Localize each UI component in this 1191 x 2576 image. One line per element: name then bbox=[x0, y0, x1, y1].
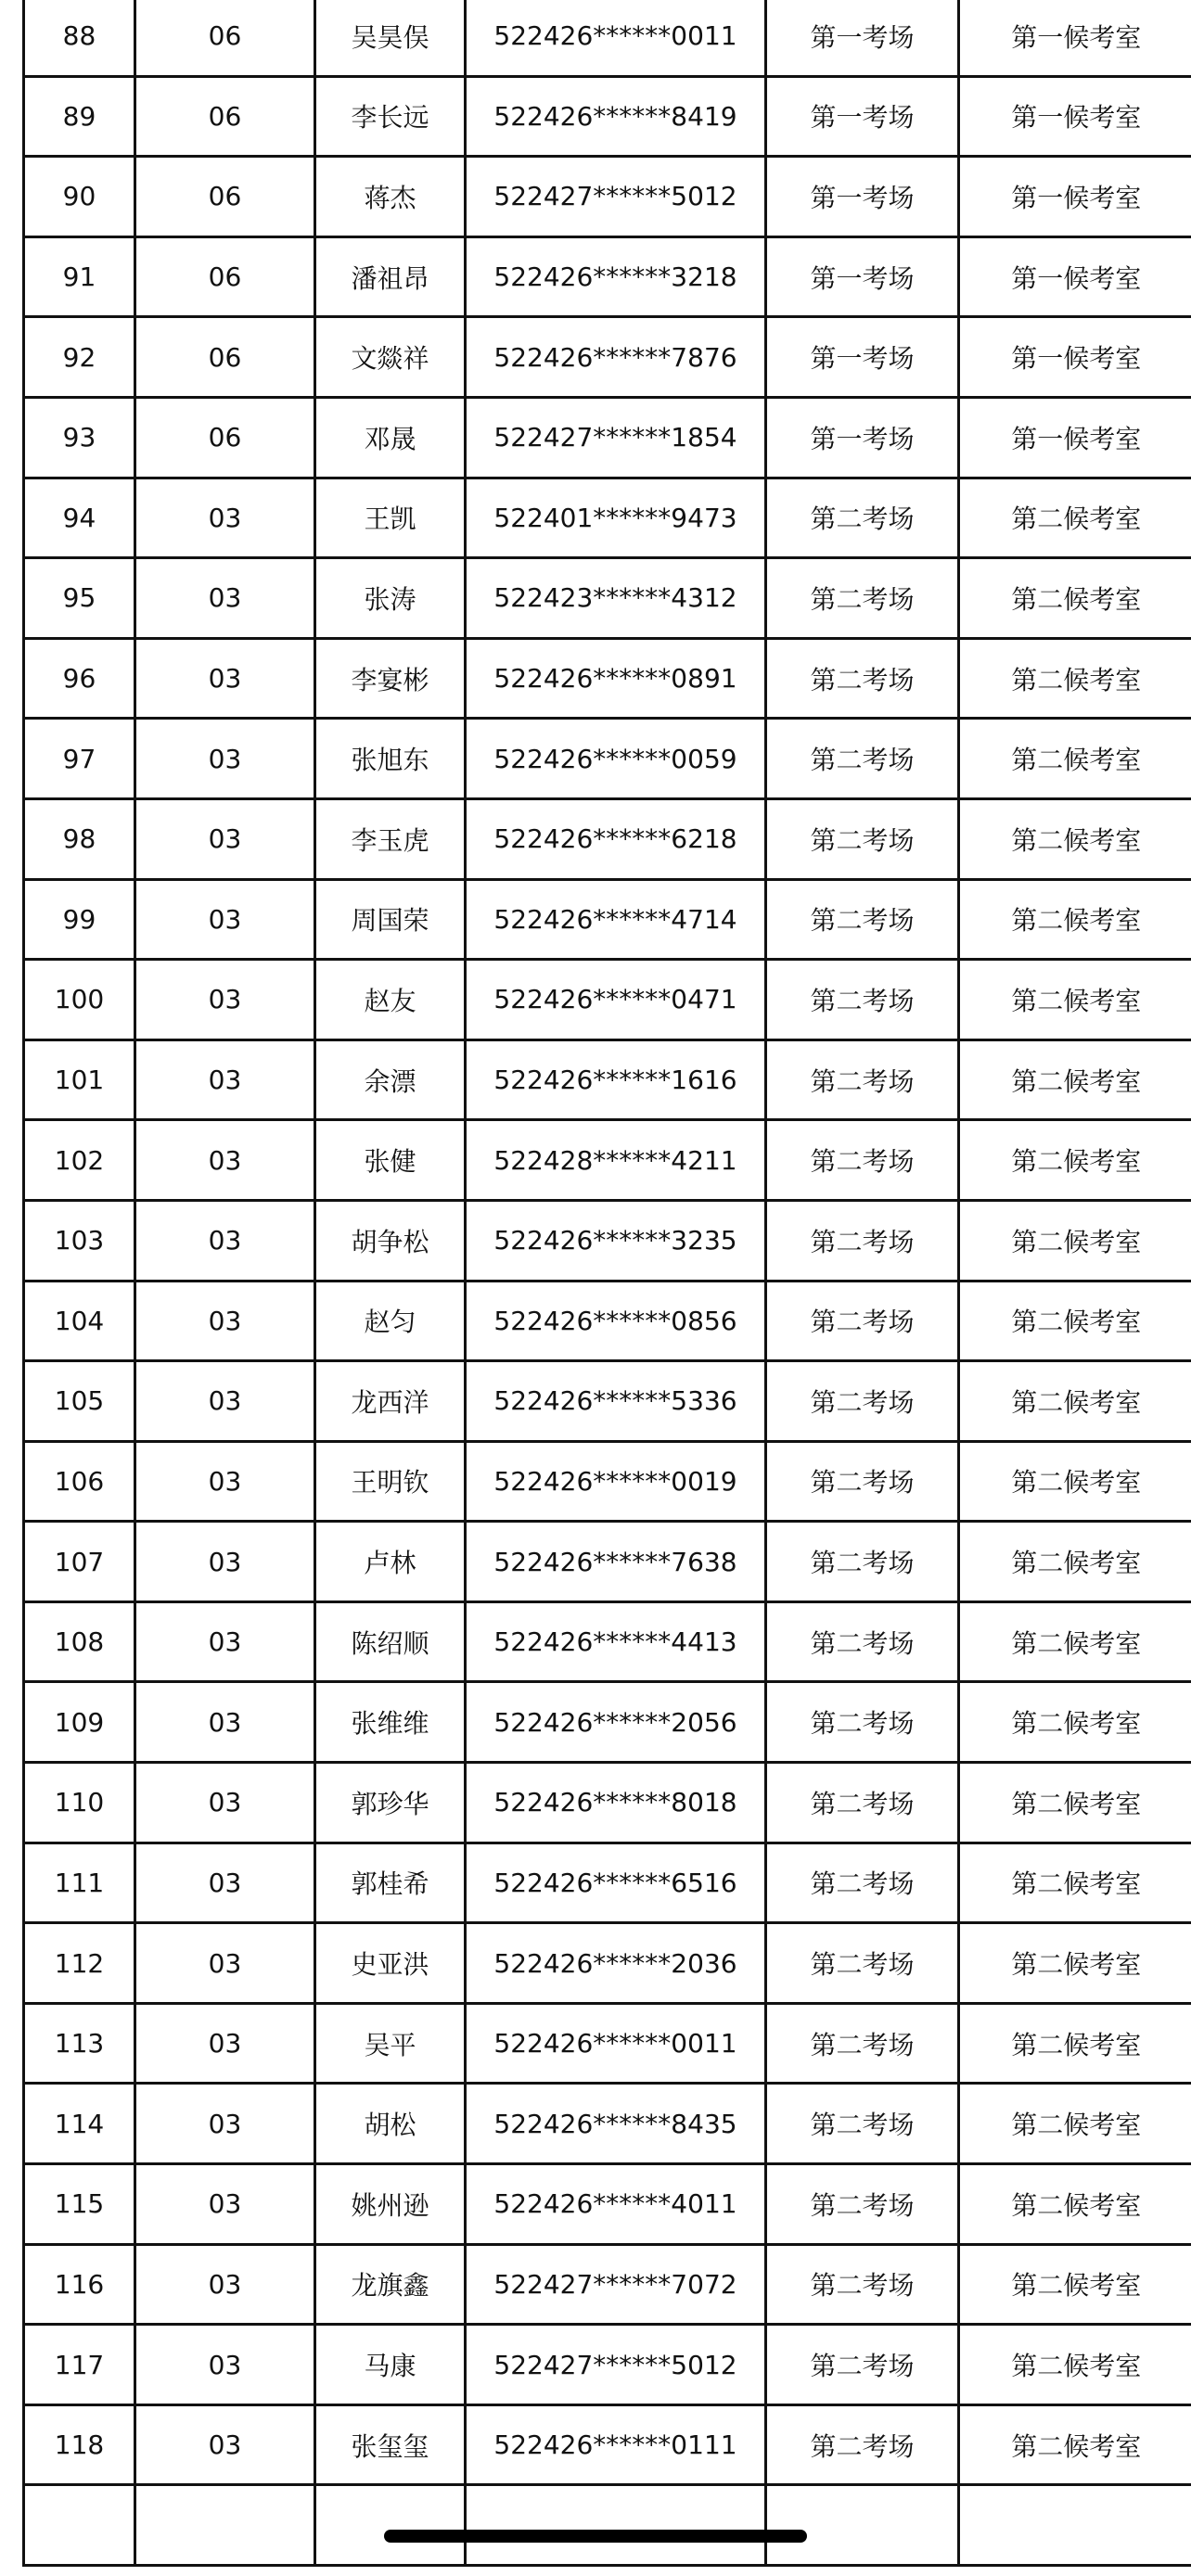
group-cell: 03 bbox=[135, 1200, 315, 1281]
table-row bbox=[24, 157, 1191, 237]
group-cell: 03 bbox=[135, 1039, 315, 1120]
waiting-room-cell: 第二候考室 bbox=[959, 798, 1191, 879]
name-cell: 吴昊俣 bbox=[315, 0, 466, 76]
table-row bbox=[24, 2485, 1191, 2566]
exam-room-cell: 第一考场 bbox=[766, 317, 959, 398]
exam-room-cell: 第二考场 bbox=[766, 719, 959, 799]
seq-cell: 96 bbox=[24, 638, 135, 719]
waiting-room-cell: 第二候考室 bbox=[959, 478, 1191, 558]
seq-cell: 94 bbox=[24, 478, 135, 558]
waiting-room-cell: 第一候考室 bbox=[959, 317, 1191, 398]
seq-cell: 113 bbox=[24, 2003, 135, 2084]
candidate-table bbox=[22, 0, 1191, 2567]
exam-room-cell: 第二考场 bbox=[766, 879, 959, 960]
name-cell: 龙西洋 bbox=[315, 1361, 466, 1442]
id-number-cell: 522427******5012 bbox=[466, 2325, 766, 2405]
group-cell: 03 bbox=[135, 960, 315, 1040]
waiting-room-cell: 第二候考室 bbox=[959, 1200, 1191, 1281]
seq-cell: 116 bbox=[24, 2244, 135, 2325]
exam-room-cell: 第二考场 bbox=[766, 1843, 959, 1923]
id-number-cell: 522427******5012 bbox=[466, 157, 766, 237]
table-row bbox=[24, 1441, 1191, 1522]
table-row bbox=[24, 76, 1191, 157]
seq-cell: 97 bbox=[24, 719, 135, 799]
seq-cell: 114 bbox=[24, 2084, 135, 2164]
id-number-cell: 522426******0059 bbox=[466, 719, 766, 799]
id-number-cell: 522427******1854 bbox=[466, 397, 766, 478]
name-cell: 张玺玺 bbox=[315, 2404, 466, 2485]
group-cell: 03 bbox=[135, 2244, 315, 2325]
id-number-cell: 522426******6218 bbox=[466, 798, 766, 879]
id-number-cell: 522428******4211 bbox=[466, 1120, 766, 1201]
waiting-room-cell: 第二候考室 bbox=[959, 2084, 1191, 2164]
table-row bbox=[24, 1763, 1191, 1843]
exam-room-cell: 第一考场 bbox=[766, 397, 959, 478]
name-cell: 郭珍华 bbox=[315, 1763, 466, 1843]
waiting-room-cell: 第一候考室 bbox=[959, 157, 1191, 237]
exam-room-cell: 第二考场 bbox=[766, 2244, 959, 2325]
table-row bbox=[24, 1200, 1191, 1281]
exam-room-cell: 第二考场 bbox=[766, 478, 959, 558]
waiting-room-cell: 第一候考室 bbox=[959, 397, 1191, 478]
table-row bbox=[24, 0, 1191, 76]
id-number-cell: 522426******4413 bbox=[466, 1601, 766, 1682]
waiting-room-cell: 第一候考室 bbox=[959, 0, 1191, 76]
exam-room-cell: 第二考场 bbox=[766, 1682, 959, 1763]
seq-cell: 93 bbox=[24, 397, 135, 478]
seq-cell: 95 bbox=[24, 558, 135, 639]
waiting-room-cell: 第二候考室 bbox=[959, 1039, 1191, 1120]
waiting-room-cell: 第二候考室 bbox=[959, 1120, 1191, 1201]
name-cell: 李长远 bbox=[315, 76, 466, 157]
exam-room-cell: 第一考场 bbox=[766, 236, 959, 317]
seq-cell: 112 bbox=[24, 1923, 135, 2004]
name-cell: 龙旗鑫 bbox=[315, 2244, 466, 2325]
id-number-cell: 522426******7876 bbox=[466, 317, 766, 398]
table-row bbox=[24, 1039, 1191, 1120]
group-cell: 06 bbox=[135, 397, 315, 478]
table-row bbox=[24, 478, 1191, 558]
seq-cell: 98 bbox=[24, 798, 135, 879]
name-cell: 姚州逊 bbox=[315, 2164, 466, 2245]
name-cell: 余漂 bbox=[315, 1039, 466, 1120]
candidate-table-grid bbox=[22, 0, 1191, 2567]
exam-room-cell: 第二考场 bbox=[766, 2404, 959, 2485]
exam-room-cell: 第二考场 bbox=[766, 1441, 959, 1522]
id-number-cell: 522426******2036 bbox=[466, 1923, 766, 2004]
waiting-room-cell: 第二候考室 bbox=[959, 558, 1191, 639]
group-cell: 03 bbox=[135, 1763, 315, 1843]
waiting-room-cell: 第二候考室 bbox=[959, 1361, 1191, 1442]
exam-room-cell: 第二考场 bbox=[766, 2325, 959, 2405]
group-cell bbox=[135, 2485, 315, 2566]
id-number-cell: 522426******0891 bbox=[466, 638, 766, 719]
table-row bbox=[24, 1923, 1191, 2004]
exam-room-cell: 第二考场 bbox=[766, 2003, 959, 2084]
id-number-cell: 522423******4312 bbox=[466, 558, 766, 639]
seq-cell: 91 bbox=[24, 236, 135, 317]
group-cell: 06 bbox=[135, 236, 315, 317]
waiting-room-cell: 第二候考室 bbox=[959, 1923, 1191, 2004]
seq-cell: 108 bbox=[24, 1601, 135, 1682]
table-row bbox=[24, 1522, 1191, 1602]
seq-cell: 111 bbox=[24, 1843, 135, 1923]
name-cell: 马康 bbox=[315, 2325, 466, 2405]
seq-cell: 117 bbox=[24, 2325, 135, 2405]
table-row bbox=[24, 1361, 1191, 1442]
name-cell: 张维维 bbox=[315, 1682, 466, 1763]
id-number-cell: 522426******4714 bbox=[466, 879, 766, 960]
seq-cell: 89 bbox=[24, 76, 135, 157]
seq-cell: 92 bbox=[24, 317, 135, 398]
waiting-room-cell: 第二候考室 bbox=[959, 2244, 1191, 2325]
waiting-room-cell bbox=[959, 2485, 1191, 2566]
exam-room-cell: 第二考场 bbox=[766, 1281, 959, 1361]
exam-room-cell bbox=[766, 2485, 959, 2566]
name-cell: 李宴彬 bbox=[315, 638, 466, 719]
exam-room-cell: 第二考场 bbox=[766, 798, 959, 879]
seq-cell bbox=[24, 2485, 135, 2566]
exam-room-cell: 第二考场 bbox=[766, 1923, 959, 2004]
seq-cell: 102 bbox=[24, 1120, 135, 1201]
table-row bbox=[24, 1843, 1191, 1923]
table-row bbox=[24, 2404, 1191, 2485]
name-cell: 王明钦 bbox=[315, 1441, 466, 1522]
exam-room-cell: 第二考场 bbox=[766, 638, 959, 719]
table-row bbox=[24, 960, 1191, 1040]
waiting-room-cell: 第二候考室 bbox=[959, 2003, 1191, 2084]
name-cell: 胡松 bbox=[315, 2084, 466, 2164]
id-number-cell: 522426******3218 bbox=[466, 236, 766, 317]
id-number-cell: 522426******0019 bbox=[466, 1441, 766, 1522]
seq-cell: 110 bbox=[24, 1763, 135, 1843]
waiting-room-cell: 第二候考室 bbox=[959, 1281, 1191, 1361]
seq-cell: 107 bbox=[24, 1522, 135, 1602]
waiting-room-cell: 第二候考室 bbox=[959, 1682, 1191, 1763]
exam-room-cell: 第一考场 bbox=[766, 0, 959, 76]
exam-room-cell: 第二考场 bbox=[766, 558, 959, 639]
name-cell: 吴平 bbox=[315, 2003, 466, 2084]
waiting-room-cell: 第二候考室 bbox=[959, 1601, 1191, 1682]
waiting-room-cell: 第二候考室 bbox=[959, 2164, 1191, 2245]
name-cell: 张健 bbox=[315, 1120, 466, 1201]
waiting-room-cell: 第二候考室 bbox=[959, 1763, 1191, 1843]
table-row bbox=[24, 1682, 1191, 1763]
id-number-cell: 522426******3235 bbox=[466, 1200, 766, 1281]
exam-room-cell: 第二考场 bbox=[766, 2084, 959, 2164]
name-cell: 张涛 bbox=[315, 558, 466, 639]
group-cell: 03 bbox=[135, 798, 315, 879]
name-cell: 史亚洪 bbox=[315, 1923, 466, 2004]
id-number-cell: 522426******2056 bbox=[466, 1682, 766, 1763]
group-cell: 03 bbox=[135, 558, 315, 639]
id-number-cell: 522426******0011 bbox=[466, 2003, 766, 2084]
name-cell: 蒋杰 bbox=[315, 157, 466, 237]
group-cell: 03 bbox=[135, 1361, 315, 1442]
table-row bbox=[24, 798, 1191, 879]
group-cell: 03 bbox=[135, 1923, 315, 2004]
group-cell: 03 bbox=[135, 1120, 315, 1201]
id-number-cell: 522427******7072 bbox=[466, 2244, 766, 2325]
exam-room-cell: 第二考场 bbox=[766, 1200, 959, 1281]
table-row bbox=[24, 1120, 1191, 1201]
group-cell: 03 bbox=[135, 2404, 315, 2485]
seq-cell: 100 bbox=[24, 960, 135, 1040]
table-row bbox=[24, 1281, 1191, 1361]
table-row bbox=[24, 317, 1191, 398]
table-row bbox=[24, 2244, 1191, 2325]
id-number-cell: 522426******0471 bbox=[466, 960, 766, 1040]
exam-room-cell: 第二考场 bbox=[766, 1120, 959, 1201]
name-cell: 文燚祥 bbox=[315, 317, 466, 398]
table-row bbox=[24, 2325, 1191, 2405]
name-cell: 陈绍顺 bbox=[315, 1601, 466, 1682]
seq-cell: 99 bbox=[24, 879, 135, 960]
name-cell: 张旭东 bbox=[315, 719, 466, 799]
table-row bbox=[24, 2003, 1191, 2084]
table-row bbox=[24, 2164, 1191, 2245]
home-indicator[interactable] bbox=[384, 2530, 807, 2543]
exam-room-cell: 第二考场 bbox=[766, 2164, 959, 2245]
name-cell: 赵友 bbox=[315, 960, 466, 1040]
table-row bbox=[24, 236, 1191, 317]
group-cell: 06 bbox=[135, 317, 315, 398]
group-cell: 03 bbox=[135, 1281, 315, 1361]
waiting-room-cell: 第二候考室 bbox=[959, 2325, 1191, 2405]
waiting-room-cell: 第二候考室 bbox=[959, 1441, 1191, 1522]
group-cell: 03 bbox=[135, 1682, 315, 1763]
id-number-cell: 522401******9473 bbox=[466, 478, 766, 558]
group-cell: 03 bbox=[135, 2084, 315, 2164]
seq-cell: 118 bbox=[24, 2404, 135, 2485]
waiting-room-cell: 第二候考室 bbox=[959, 638, 1191, 719]
id-number-cell: 522426******8018 bbox=[466, 1763, 766, 1843]
name-cell: 潘祖昂 bbox=[315, 236, 466, 317]
waiting-room-cell: 第二候考室 bbox=[959, 719, 1191, 799]
table-row bbox=[24, 1601, 1191, 1682]
seq-cell: 88 bbox=[24, 0, 135, 76]
id-number-cell: 522426******0111 bbox=[466, 2404, 766, 2485]
table-body bbox=[24, 0, 1191, 2566]
name-cell: 周国荣 bbox=[315, 879, 466, 960]
id-number-cell: 522426******1616 bbox=[466, 1039, 766, 1120]
id-number-cell: 522426******7638 bbox=[466, 1522, 766, 1602]
group-cell: 03 bbox=[135, 1441, 315, 1522]
table-row bbox=[24, 558, 1191, 639]
id-number-cell: 522426******8435 bbox=[466, 2084, 766, 2164]
table-row bbox=[24, 638, 1191, 719]
seq-cell: 109 bbox=[24, 1682, 135, 1763]
group-cell: 03 bbox=[135, 1843, 315, 1923]
seq-cell: 103 bbox=[24, 1200, 135, 1281]
id-number-cell: 522426******0856 bbox=[466, 1281, 766, 1361]
seq-cell: 115 bbox=[24, 2164, 135, 2245]
name-cell: 胡争松 bbox=[315, 1200, 466, 1281]
name-cell: 卢林 bbox=[315, 1522, 466, 1602]
exam-room-cell: 第二考场 bbox=[766, 1601, 959, 1682]
waiting-room-cell: 第二候考室 bbox=[959, 2404, 1191, 2485]
waiting-room-cell: 第二候考室 bbox=[959, 1522, 1191, 1602]
id-number-cell bbox=[466, 2485, 766, 2566]
exam-room-cell: 第二考场 bbox=[766, 1039, 959, 1120]
waiting-room-cell: 第二候考室 bbox=[959, 879, 1191, 960]
group-cell: 03 bbox=[135, 879, 315, 960]
name-cell: 李玉虎 bbox=[315, 798, 466, 879]
group-cell: 03 bbox=[135, 1522, 315, 1602]
id-number-cell: 522426******5336 bbox=[466, 1361, 766, 1442]
group-cell: 03 bbox=[135, 719, 315, 799]
waiting-room-cell: 第二候考室 bbox=[959, 960, 1191, 1040]
seq-cell: 90 bbox=[24, 157, 135, 237]
group-cell: 03 bbox=[135, 2164, 315, 2245]
table-row bbox=[24, 719, 1191, 799]
seq-cell: 101 bbox=[24, 1039, 135, 1120]
seq-cell: 106 bbox=[24, 1441, 135, 1522]
group-cell: 03 bbox=[135, 1601, 315, 1682]
name-cell: 邓晟 bbox=[315, 397, 466, 478]
exam-room-cell: 第二考场 bbox=[766, 1522, 959, 1602]
seq-cell: 105 bbox=[24, 1361, 135, 1442]
group-cell: 06 bbox=[135, 76, 315, 157]
table-row bbox=[24, 2084, 1191, 2164]
group-cell: 03 bbox=[135, 638, 315, 719]
group-cell: 03 bbox=[135, 478, 315, 558]
table-row bbox=[24, 397, 1191, 478]
group-cell: 03 bbox=[135, 2325, 315, 2405]
exam-room-cell: 第一考场 bbox=[766, 157, 959, 237]
exam-room-cell: 第二考场 bbox=[766, 960, 959, 1040]
exam-room-cell: 第二考场 bbox=[766, 1763, 959, 1843]
exam-room-cell: 第一考场 bbox=[766, 76, 959, 157]
id-number-cell: 522426******4011 bbox=[466, 2164, 766, 2245]
waiting-room-cell: 第一候考室 bbox=[959, 76, 1191, 157]
group-cell: 06 bbox=[135, 157, 315, 237]
name-cell: 王凯 bbox=[315, 478, 466, 558]
seq-cell: 104 bbox=[24, 1281, 135, 1361]
group-cell: 06 bbox=[135, 0, 315, 76]
name-cell: 赵匀 bbox=[315, 1281, 466, 1361]
id-number-cell: 522426******6516 bbox=[466, 1843, 766, 1923]
name-cell bbox=[315, 2485, 466, 2566]
exam-room-cell: 第二考场 bbox=[766, 1361, 959, 1442]
name-cell: 郭桂希 bbox=[315, 1843, 466, 1923]
id-number-cell: 522426******8419 bbox=[466, 76, 766, 157]
waiting-room-cell: 第二候考室 bbox=[959, 1843, 1191, 1923]
id-number-cell: 522426******0011 bbox=[466, 0, 766, 76]
table-row bbox=[24, 879, 1191, 960]
group-cell: 03 bbox=[135, 2003, 315, 2084]
waiting-room-cell: 第一候考室 bbox=[959, 236, 1191, 317]
